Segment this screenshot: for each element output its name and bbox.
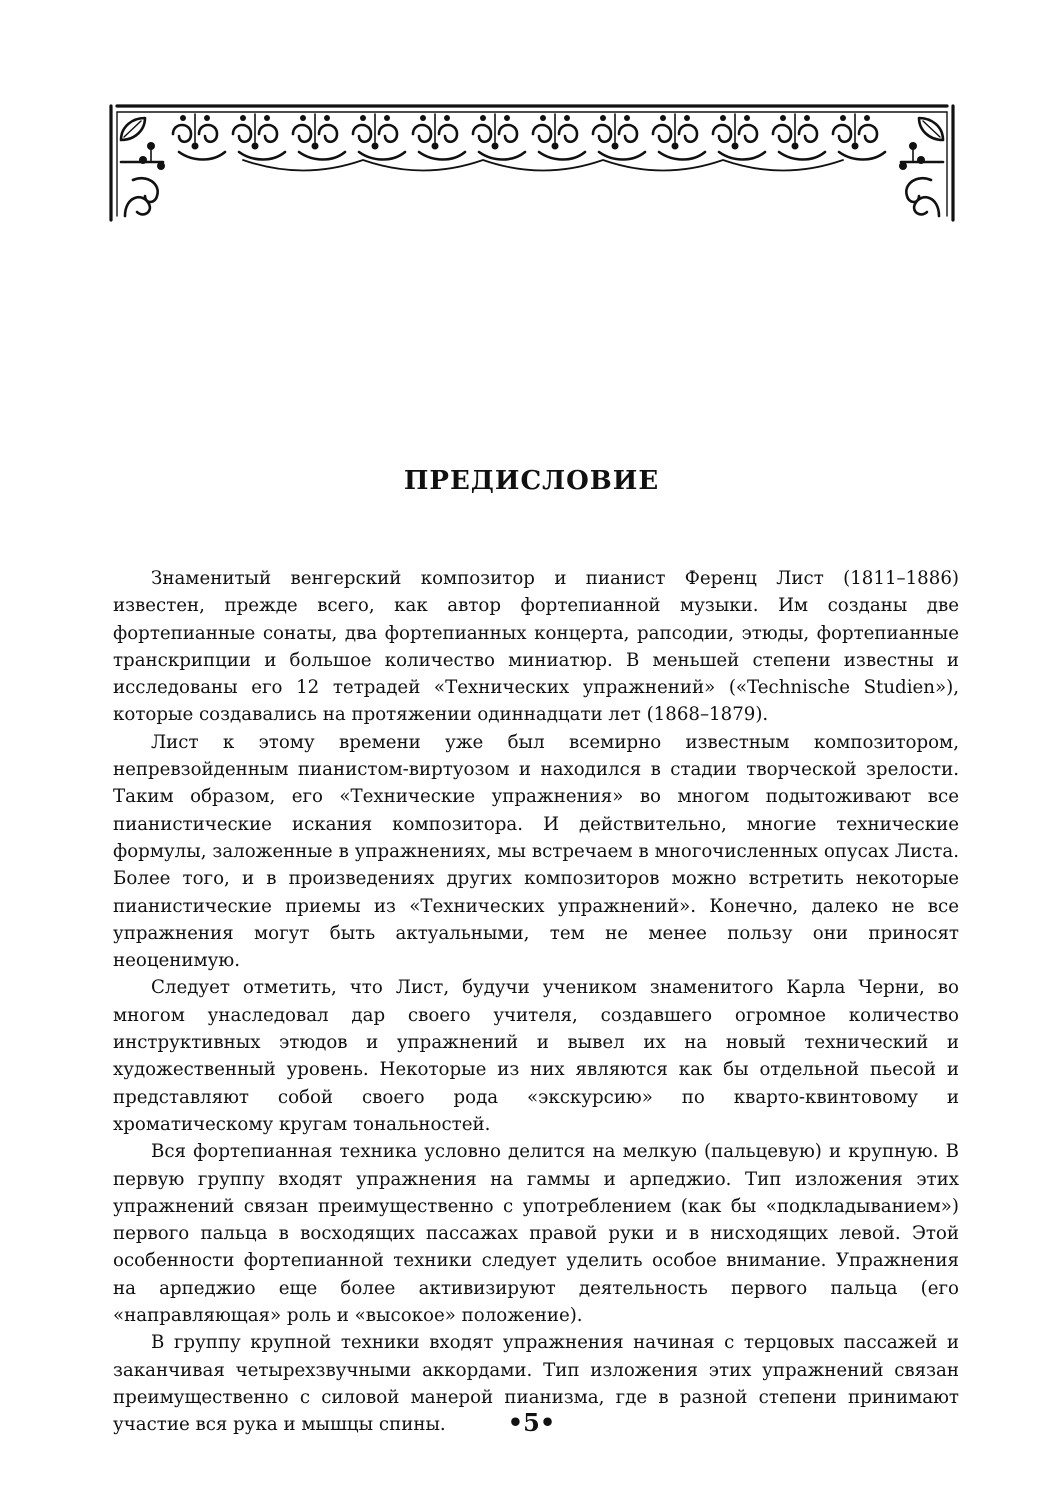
page-title: ПРЕДИСЛОВИЕ (403, 466, 660, 496)
paragraph: Следует отметить, что Лист, будучи учеником знаменитого Карла Черни, во многом унаследовал дар своего учителя, создавшего огромное количество инструктивных этюдов и упражнений и вывел их на новый технический и художественный уровень. Некоторые из них являются как бы отдельной пьесой и представляют собой своего рода «экскурсию» по кварто-квинтовому и хроматическому кругам тональностей. (113, 977, 959, 1135)
decorative-header-border-icon (103, 100, 961, 226)
paragraph: Лист к этому времени уже был всемирно известным композитором, непревзойденным пианистом-виртуозом и находился в стадии творческой зрелости. Таким образом, его «Технические упражнения» во многом подытоживают все пианистические искания композитора. И действительно, многие технические формулы, заложенные в упражнениях, мы встречаем в многочисленных опусах Листа. Более того, и в произведениях других композиторов можно встретить некоторые пианистические приемы из «Технических упражнений». Конечно, далеко не все упражнения могут быть актуальными, тем не менее пользу они приносят неоценимую. (113, 731, 959, 972)
page-number: •5• (507, 1408, 556, 1437)
paragraph: Знаменитый венгерский композитор и пианист Ференц Лист (1811–1886) известен, прежде всего, как автор фортепианной музыки. Им созданы две фортепианные сонаты, два фортепианных концерта, рапсодии, этюды, фортепианные транскрипции и большое количество миниатюр. В меньшей степени известны и исследованы его 12 тетрадей «Технических упражнений» («Technische Studien»), которые создавались на протяжении одиннадцати лет (1868–1879). (113, 568, 959, 726)
paragraph: Вся фортепианная техника условно делится на мелкую (пальцевую) и крупную. В первую группу входят упражнения на гаммы и арпеджио. Тип изложения этих упражнений связан преимущественно с употреблением (как бы «подкладыванием») первого пальца в восходящих пассажах правой руки и в нисходящих левой. Этой особенности фортепианной техники следует уделить особое внимание. Упражнения на арпеджио еще более активизируют деятельность первого пальца (его «направляющая» роль и «высокое» положение). (113, 1141, 959, 1327)
paragraph: В группу крупной техники входят упражнения начиная с терцовых пассажей и заканчивая четырехзвучными аккордами. Тип изложения этих упражнений связан преимущественно с силовой манерой пианизма, где в разной степени принимают участие вся рука и мышцы спины. (113, 1332, 959, 1436)
preface-body (113, 565, 959, 1439)
